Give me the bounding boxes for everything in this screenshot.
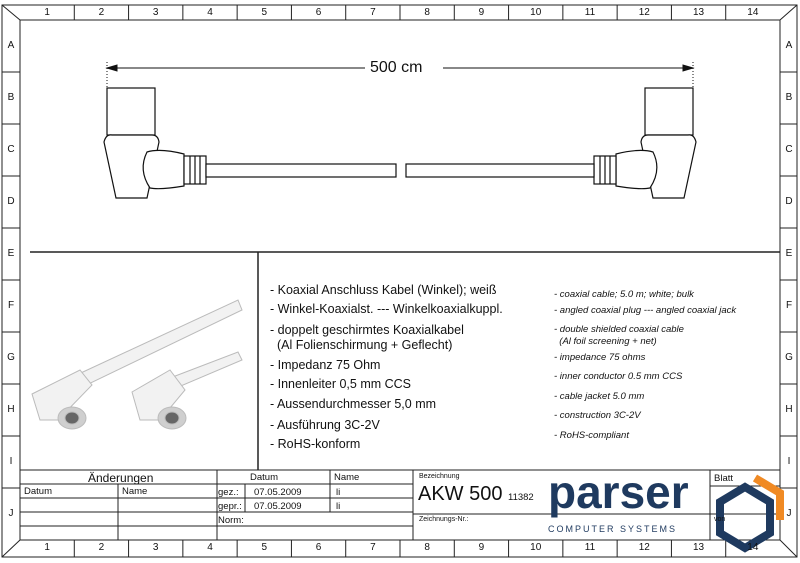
column-label-bottom-3: 3 xyxy=(152,542,159,553)
spec-en-8: - construction 3C-2V xyxy=(554,410,641,421)
column-label-bottom-10: 10 xyxy=(530,542,542,553)
column-label-top-7: 7 xyxy=(370,6,376,18)
row-label-left-B: B xyxy=(7,92,15,103)
column-label-bottom-2: 2 xyxy=(98,542,105,553)
parser-logo xyxy=(720,478,780,548)
spec-de-9: - RoHS-konform xyxy=(270,437,361,451)
column-label-top-8: 8 xyxy=(424,6,430,18)
column-label-top-11: 11 xyxy=(584,6,596,18)
spec-de-2: - Winkel-Koaxialst. --- Winkelkoaxialkuppl. xyxy=(270,302,503,316)
spec-en-3: - double shielded coaxial cable xyxy=(554,324,684,335)
spec-de-7: - Aussendurchmesser 5,0 mm xyxy=(270,397,437,411)
datum-header: Datum xyxy=(250,472,278,483)
changes-datum-header: Datum xyxy=(24,486,52,497)
row-label-right-C: C xyxy=(785,144,793,155)
product-photo xyxy=(32,300,242,429)
row-label-left-E: E xyxy=(7,248,15,259)
name-header: Name xyxy=(334,472,360,483)
column-label-bottom-7: 7 xyxy=(370,542,376,553)
spec-en-1: - coaxial cable; 5.0 m; white; bulk xyxy=(554,289,694,300)
row-label-left-A: A xyxy=(7,40,15,51)
spec-en-5: - impedance 75 ohms xyxy=(554,352,646,363)
row-label-left-I: I xyxy=(9,456,13,467)
row-label-right-H: H xyxy=(785,404,793,415)
row-label-left-F: F xyxy=(7,300,15,311)
cable-drawing xyxy=(104,88,696,198)
row-label-right-F: F xyxy=(785,300,793,311)
column-label-bottom-13: 13 xyxy=(693,542,705,553)
gepr-date: 07.05.2009 xyxy=(254,501,302,512)
row-label-right-E: E xyxy=(785,248,793,259)
spec-de-5: - Impedanz 75 Ohm xyxy=(270,358,381,372)
row-label-right-J: J xyxy=(786,508,792,519)
column-label-top-3: 3 xyxy=(152,6,159,18)
row-label-right-A: A xyxy=(785,40,793,51)
gez-date: 07.05.2009 xyxy=(254,487,302,498)
row-label-left-J: J xyxy=(8,508,14,519)
gez-name: li xyxy=(336,487,341,498)
spec-en-6: - inner conductor 0.5 mm CCS xyxy=(554,371,683,382)
column-label-top-12: 12 xyxy=(638,6,650,18)
row-label-left-G: G xyxy=(7,352,15,363)
changes-name-header: Name xyxy=(122,486,148,497)
watermark-tagline: COMPUTER SYSTEMS xyxy=(548,524,678,534)
spec-de-1: - Koaxial Anschluss Kabel (Winkel); weiß xyxy=(270,283,497,297)
row-label-right-G: G xyxy=(785,352,793,363)
spec-en-7: - cable jacket 5.0 mm xyxy=(554,391,645,402)
row-label-left-H: H xyxy=(7,404,15,415)
spec-en-2: - angled coaxial plug --- angled coaxial jack xyxy=(554,305,737,316)
dimension-label: 500 cm xyxy=(370,59,423,76)
spec-de-6: - Innenleiter 0,5 mm CCS xyxy=(270,377,412,391)
column-label-bottom-12: 12 xyxy=(638,542,650,553)
spec-de-3: - doppelt geschirmtes Koaxialkabel xyxy=(270,323,464,337)
column-label-bottom-4: 4 xyxy=(207,542,213,553)
column-label-top-4: 4 xyxy=(207,6,213,18)
column-label-top-9: 9 xyxy=(478,6,485,18)
column-label-bottom-1: 1 xyxy=(44,542,50,553)
spec-de-4: (Al Folienschirmung + Geflecht) xyxy=(270,338,453,352)
norm-label: Norm: xyxy=(218,515,244,526)
row-label-left-C: C xyxy=(7,144,15,155)
column-label-bottom-9: 9 xyxy=(478,542,485,553)
bezeichnung-value: AKW 500 xyxy=(418,483,503,505)
spec-en-4: (Al foil screening + net) xyxy=(554,336,657,347)
column-label-bottom-6: 6 xyxy=(315,542,322,553)
row-label-right-B: B xyxy=(785,92,793,103)
blatt-label: Blatt xyxy=(714,473,734,484)
column-label-top-14: 14 xyxy=(747,6,759,18)
spec-en-9: - RoHS-compliant xyxy=(554,430,629,441)
spec-de-8: - Ausführung 3C-2V xyxy=(270,418,380,432)
row-label-left-D: D xyxy=(7,196,15,207)
column-label-top-1: 1 xyxy=(44,6,50,18)
von-label: von xyxy=(714,516,726,523)
gez-label: gez.: xyxy=(218,487,239,498)
bezeichnung-label: Bezeichnung xyxy=(419,473,460,480)
column-label-top-10: 10 xyxy=(530,6,542,18)
watermark-brand: parser xyxy=(548,466,689,518)
column-label-bottom-11: 11 xyxy=(584,542,596,553)
column-label-top-6: 6 xyxy=(315,6,322,18)
changes-header: Änderungen xyxy=(88,471,154,485)
gepr-name: li xyxy=(336,501,341,512)
column-label-bottom-8: 8 xyxy=(424,542,430,553)
column-label-top-5: 5 xyxy=(261,6,268,18)
row-label-right-I: I xyxy=(787,456,791,467)
column-label-bottom-5: 5 xyxy=(261,542,268,553)
column-label-top-13: 13 xyxy=(693,6,705,18)
gepr-label: gepr.: xyxy=(218,501,242,512)
row-label-right-D: D xyxy=(785,196,793,207)
column-label-bottom-14: 14 xyxy=(747,542,759,553)
zeichnungs-nr-label: Zeichnungs-Nr.: xyxy=(419,516,469,523)
column-label-top-2: 2 xyxy=(98,6,105,18)
article-number: 11382 xyxy=(508,492,534,503)
